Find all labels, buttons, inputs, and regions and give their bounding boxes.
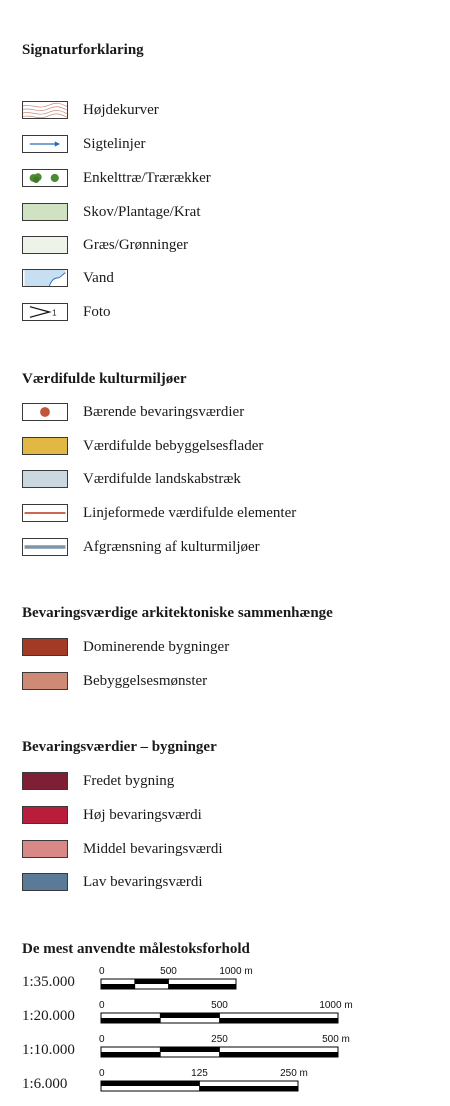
legend-label: Sigtelinjer xyxy=(83,136,146,152)
legend-label: Dominerende bygninger xyxy=(83,639,230,655)
legend-item-bebyggelsesmonster xyxy=(22,672,442,690)
fill-icon xyxy=(22,840,68,858)
scale-bar xyxy=(22,963,442,997)
scale-row-20000 xyxy=(22,997,442,1031)
legend-label: Middel bevaringsværdi xyxy=(83,841,223,857)
legend-item-foto xyxy=(22,303,442,321)
scale-bar xyxy=(22,1065,442,1099)
scale-row-35000 xyxy=(22,963,442,997)
scale-ratio: 1:35.000 xyxy=(22,974,75,990)
legend-item-fredet xyxy=(22,772,442,790)
dot-icon xyxy=(22,403,68,421)
scale-tick-label: 250 m xyxy=(280,1068,308,1079)
legend-item-lav xyxy=(22,873,442,891)
legend-label: Afgrænsning af kulturmiljøer xyxy=(83,539,260,555)
scale-row-6000 xyxy=(22,1065,442,1099)
legend-label: Højdekurver xyxy=(83,102,159,118)
legend-label: Lav bevaringsværdi xyxy=(83,874,203,890)
scale-tick-label: 250 xyxy=(211,1034,228,1045)
scale-tick-label: 0 xyxy=(99,966,105,977)
legend-item-middel xyxy=(22,840,442,858)
water-icon xyxy=(22,269,68,287)
legend-item-hojdekurver xyxy=(22,101,442,119)
scale-tick-label: 1000 m xyxy=(319,1000,353,1011)
fill-icon xyxy=(22,437,68,455)
legend-item-sigtelinjer xyxy=(22,135,442,153)
legend-item-bebyggelsesflader xyxy=(22,437,442,455)
scale-tick-label: 1000 m xyxy=(219,966,253,977)
legend-label: Bærende bevaringsværdier xyxy=(83,404,245,420)
legend-item-linjeformede xyxy=(22,504,442,522)
section-title-kulturmiljoer: Værdifulde kulturmiljøer xyxy=(22,371,187,387)
scale-tick-label: 0 xyxy=(99,1068,105,1079)
contour-lines-icon xyxy=(22,101,68,119)
legend-label: Linjeformede værdifulde elementer xyxy=(83,505,297,521)
boundary-line-icon xyxy=(22,538,68,556)
scale-ratio: 1:20.000 xyxy=(22,1008,75,1024)
scale-tick-label: 125 xyxy=(191,1068,208,1079)
svg-text:1: 1 xyxy=(52,308,57,318)
legend-label: Høj bevaringsværdi xyxy=(83,807,202,823)
legend-label: Værdifulde landskabstræk xyxy=(83,471,241,487)
section-title-malestoksforhold: De mest anvendte målestoksforhold xyxy=(22,941,250,957)
legend-label: Græs/Grønninger xyxy=(83,237,188,253)
fill-icon xyxy=(22,638,68,656)
legend-label: Bebyggelsesmønster xyxy=(83,673,208,689)
scale-bar xyxy=(22,1031,442,1065)
legend-label: Skov/Plantage/Krat xyxy=(83,204,201,220)
legend-item-dominerende xyxy=(22,638,442,656)
legend-label: Foto xyxy=(83,304,111,320)
sightline-arrow-icon xyxy=(22,135,68,153)
fill-icon xyxy=(22,672,68,690)
fill-icon xyxy=(22,772,68,790)
forest-fill-icon xyxy=(22,203,68,221)
fill-icon xyxy=(22,470,68,488)
grass-fill-icon xyxy=(22,236,68,254)
legend-item-afgraensning xyxy=(22,538,442,556)
legend-item-graes xyxy=(22,236,442,254)
fill-icon xyxy=(22,806,68,824)
legend-item-skov xyxy=(22,203,442,221)
section-title-bygninger: Bevaringsværdier – bygninger xyxy=(22,739,217,755)
legend-item-vand xyxy=(22,269,442,287)
scale-row-10000 xyxy=(22,1031,442,1065)
scale-tick-label: 0 xyxy=(99,1000,105,1011)
scale-bar xyxy=(22,997,442,1031)
legend-item-enkelttrae xyxy=(22,169,442,187)
legend-item-landskabstraek xyxy=(22,470,442,488)
legend-label: Fredet bygning xyxy=(83,773,175,789)
legend-item-hoj xyxy=(22,806,442,824)
legend-label: Vand xyxy=(83,270,114,286)
section-title-arkitektoniske: Bevaringsværdige arkitektoniske sammenhænge xyxy=(22,605,333,621)
trees-icon xyxy=(22,169,68,187)
legend-item-baerende xyxy=(22,403,442,421)
scale-ratio: 1:10.000 xyxy=(22,1042,75,1058)
legend-label: Værdifulde bebyggelsesflader xyxy=(83,438,264,454)
photo-direction-icon xyxy=(22,303,68,321)
scale-tick-label: 500 xyxy=(160,966,177,977)
scale-tick-label: 500 xyxy=(211,1000,228,1011)
fill-icon xyxy=(22,873,68,891)
scale-tick-label: 0 xyxy=(99,1034,105,1045)
section-title-signaturforklaring: Signaturforklaring xyxy=(22,42,144,58)
line-icon xyxy=(22,504,68,522)
scale-tick-label: 500 m xyxy=(322,1034,350,1045)
scale-ratio: 1:6.000 xyxy=(22,1076,68,1092)
legend-label: Enkelttræ/Trærækker xyxy=(83,170,211,186)
